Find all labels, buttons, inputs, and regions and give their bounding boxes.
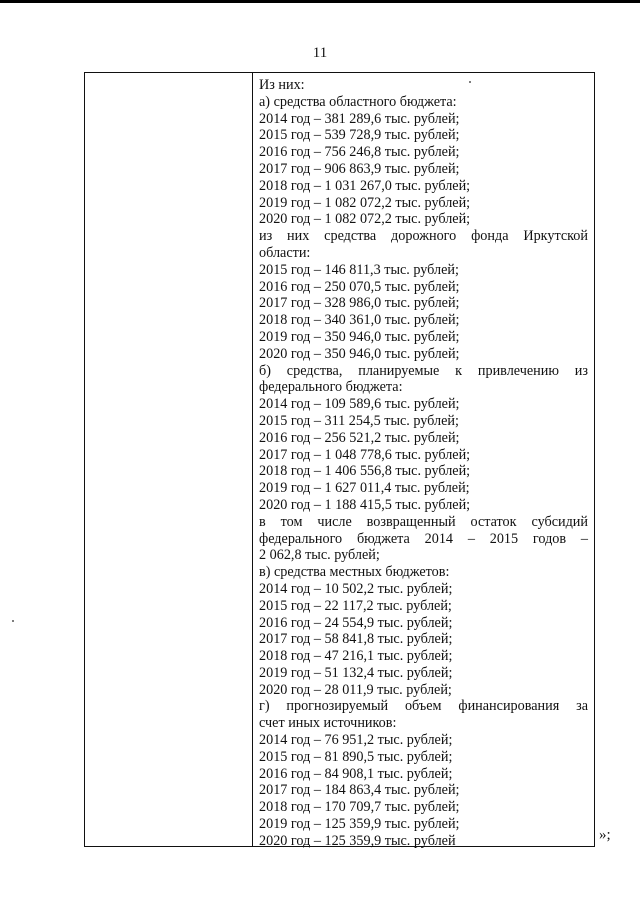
- text-line: г) прогнозируемый объем финансирования за: [259, 698, 588, 715]
- text-line: 2015 год – 539 728,9 тыс. рублей;: [259, 127, 460, 144]
- text-line: 2020 год – 350 946,0 тыс. рублей;: [259, 345, 460, 362]
- text-line: 2016 год – 84 908,1 тыс. рублей;: [259, 765, 453, 782]
- text-line: 2018 год – 170 709,7 тыс. рублей;: [259, 799, 460, 816]
- text-line: федерального бюджета 2014 – 2015 годов –: [259, 530, 588, 547]
- text-line: счет иных источников:: [259, 715, 397, 732]
- text-line: 2018 год – 47 216,1 тыс. рублей;: [259, 648, 453, 665]
- text-line: в том числе возвращенный остаток субсидий: [259, 513, 588, 530]
- text-line: 2018 год – 340 361,0 тыс. рублей;: [259, 312, 460, 329]
- text-line: 2017 год – 58 841,8 тыс. рублей;: [259, 631, 453, 648]
- text-line: 2017 год – 1 048 778,6 тыс. рублей;: [259, 446, 471, 463]
- text-line: 2015 год – 311 254,5 тыс. рублей;: [259, 412, 459, 429]
- financing-text-cell: [259, 77, 588, 850]
- text-line: в) средства местных бюджетов:: [259, 564, 450, 581]
- text-line: б) средства, планируемые к привлечению из: [259, 362, 588, 379]
- text-line: 2020 год – 1 188 415,5 тыс. рублей;: [259, 496, 471, 513]
- closing-quote: »;: [599, 827, 611, 843]
- text-line: 2016 год – 24 554,9 тыс. рублей;: [259, 614, 453, 631]
- text-line: 2019 год – 350 946,0 тыс. рублей;: [259, 328, 460, 345]
- text-line: 2019 год – 1 082 072,2 тыс. рублей;: [259, 194, 471, 211]
- text-line: федерального бюджета:: [259, 379, 403, 396]
- financing-table: [84, 72, 595, 847]
- text-line: 2014 год – 10 502,2 тыс. рублей;: [259, 580, 453, 597]
- scan-speck: [469, 81, 471, 83]
- text-line: 2020 год – 1 082 072,2 тыс. рублей;: [259, 211, 471, 228]
- text-line: 2018 год – 1 406 556,8 тыс. рублей;: [259, 463, 471, 480]
- text-line: 2019 год – 51 132,4 тыс. рублей;: [259, 664, 453, 681]
- text-line: 2014 год – 381 289,6 тыс. рублей;: [259, 110, 460, 127]
- text-line: 2020 год – 125 359,9 тыс. рублей: [259, 832, 456, 849]
- text-line: 2019 год – 1 627 011,4 тыс. рублей;: [259, 480, 470, 497]
- text-line: Из них:: [259, 77, 305, 93]
- text-line: 2016 год – 756 246,8 тыс. рублей;: [259, 144, 460, 161]
- text-line: 2020 год – 28 011,9 тыс. рублей;: [259, 681, 452, 698]
- text-line: 2 062,8 тыс. рублей;: [259, 547, 380, 564]
- text-line: 2016 год – 250 070,5 тыс. рублей;: [259, 278, 460, 295]
- text-line: 2016 год – 256 521,2 тыс. рублей;: [259, 429, 460, 446]
- scan-top-edge: [0, 0, 640, 3]
- page-number: 11: [312, 45, 328, 61]
- text-line: 2017 год – 184 863,4 тыс. рублей;: [259, 782, 460, 799]
- text-line: 2017 год – 906 863,9 тыс. рублей;: [259, 160, 460, 177]
- text-line: 2017 год – 328 986,0 тыс. рублей;: [259, 295, 460, 312]
- text-line: из них средства дорожного фонда Иркутской: [259, 228, 588, 245]
- text-line: 2014 год – 109 589,6 тыс. рублей;: [259, 396, 460, 413]
- column-divider: [252, 73, 253, 846]
- text-line: 2014 год – 76 951,2 тыс. рублей;: [259, 732, 453, 749]
- text-line: а) средства областного бюджета:: [259, 93, 457, 110]
- text-line: 2019 год – 125 359,9 тыс. рублей;: [259, 816, 460, 833]
- text-line: 2015 год – 22 117,2 тыс. рублей;: [259, 597, 452, 614]
- text-line: 2018 год – 1 031 267,0 тыс. рублей;: [259, 177, 471, 194]
- text-line: 2015 год – 146 811,3 тыс. рублей;: [259, 261, 459, 278]
- scan-speck: [12, 620, 14, 622]
- text-line: области:: [259, 244, 311, 261]
- text-line: 2015 год – 81 890,5 тыс. рублей;: [259, 748, 453, 765]
